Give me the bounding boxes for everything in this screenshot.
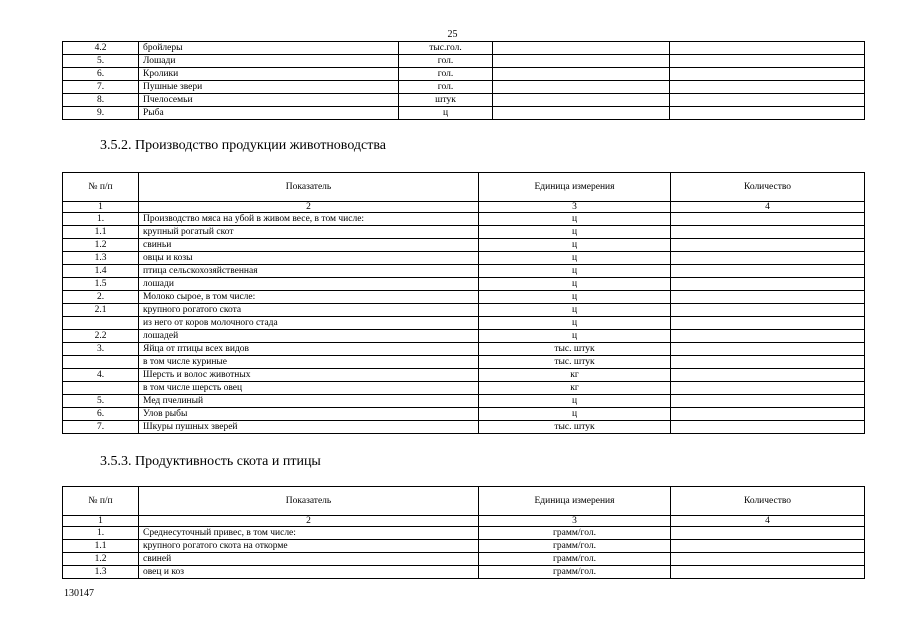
- row-number: 1.: [63, 213, 139, 226]
- row-indicator: Пчелосемьи: [139, 94, 399, 107]
- col-number-3: 3: [479, 516, 671, 527]
- row-number: 1.1: [63, 540, 139, 553]
- header-row: [63, 173, 865, 202]
- row-value-cell: [670, 94, 865, 107]
- row-indicator: Рыба: [139, 107, 399, 120]
- row-indicator: Яйца от птицы всех видов: [139, 343, 479, 356]
- row-number: 5.: [63, 55, 139, 68]
- row-number: [63, 382, 139, 395]
- row-value-cell: [670, 107, 865, 120]
- col-number-1: 1: [63, 516, 139, 527]
- row-number: 1.2: [63, 239, 139, 252]
- table-row: [63, 42, 865, 55]
- table-row: [63, 382, 865, 395]
- continuation-table-body: [63, 42, 865, 120]
- row-indicator: Улов рыбы: [139, 408, 479, 421]
- table-row: [63, 213, 865, 226]
- col-number-2: 2: [139, 202, 479, 213]
- row-unit: ц: [479, 291, 671, 304]
- livestock-production-body: [63, 213, 865, 434]
- row-quantity-cell: [671, 239, 865, 252]
- row-number: 1.3: [63, 566, 139, 579]
- row-quantity-cell: [671, 369, 865, 382]
- document-id: 130147: [64, 588, 94, 599]
- row-value-cell: [493, 107, 670, 120]
- row-value-cell: [493, 42, 670, 55]
- row-indicator: крупный рогатый скот: [139, 226, 479, 239]
- row-unit: ц: [479, 213, 671, 226]
- row-quantity-cell: [671, 330, 865, 343]
- page-number: 25: [447, 29, 458, 40]
- row-number: 2.1: [63, 304, 139, 317]
- row-quantity-cell: [671, 343, 865, 356]
- row-value-cell: [670, 68, 865, 81]
- table-row: [63, 540, 865, 553]
- table-row: [63, 68, 865, 81]
- row-quantity-cell: [671, 540, 865, 553]
- table-row: [63, 553, 865, 566]
- row-indicator: Кролики: [139, 68, 399, 81]
- row-unit: ц: [479, 408, 671, 421]
- row-number: [63, 356, 139, 369]
- table-row: [63, 421, 865, 434]
- row-quantity-cell: [671, 278, 865, 291]
- row-unit: грамм/гол.: [479, 527, 671, 540]
- row-indicator: Мед пчелиный: [139, 395, 479, 408]
- row-value-cell: [670, 55, 865, 68]
- row-number: 1.4: [63, 265, 139, 278]
- row-indicator: Среднесуточный привес, в том числе:: [139, 527, 479, 540]
- row-number: 2.: [63, 291, 139, 304]
- row-quantity-cell: [671, 213, 865, 226]
- row-indicator: Шерсть и волос животных: [139, 369, 479, 382]
- header-indicator: Показатель: [139, 173, 479, 202]
- livestock-productivity-table: [62, 486, 865, 579]
- table-row: [63, 265, 865, 278]
- header-quantity: Количество: [671, 173, 865, 202]
- row-quantity-cell: [671, 395, 865, 408]
- row-indicator: крупного рогатого скота: [139, 304, 479, 317]
- row-unit: тыс. штук: [479, 356, 671, 369]
- row-value-cell: [493, 81, 670, 94]
- row-unit: грамм/гол.: [479, 553, 671, 566]
- continuation-table: [62, 41, 865, 120]
- row-unit: кг: [479, 382, 671, 395]
- row-number: 1.2: [63, 553, 139, 566]
- row-quantity-cell: [671, 356, 865, 369]
- row-unit: тыс. штук: [479, 421, 671, 434]
- row-indicator: лошади: [139, 278, 479, 291]
- col-number-4: 4: [671, 202, 865, 213]
- row-quantity-cell: [671, 421, 865, 434]
- row-unit: ц: [479, 395, 671, 408]
- row-quantity-cell: [671, 265, 865, 278]
- table-row: [63, 239, 865, 252]
- col-number-1: 1: [63, 202, 139, 213]
- row-unit: гол.: [399, 55, 493, 68]
- row-unit: ц: [479, 252, 671, 265]
- table-row: [63, 94, 865, 107]
- row-quantity-cell: [671, 291, 865, 304]
- row-unit: кг: [479, 369, 671, 382]
- table-row: [63, 369, 865, 382]
- row-quantity-cell: [671, 252, 865, 265]
- table-row: [63, 408, 865, 421]
- row-unit: гол.: [399, 81, 493, 94]
- row-number: 9.: [63, 107, 139, 120]
- row-quantity-cell: [671, 553, 865, 566]
- row-unit: ц: [479, 317, 671, 330]
- section-title-353: 3.5.3. Продуктивность скота и птицы: [100, 454, 321, 469]
- row-indicator: овцы и козы: [139, 252, 479, 265]
- col-number-4: 4: [671, 516, 865, 527]
- row-value-cell: [493, 55, 670, 68]
- header-row: [63, 487, 865, 516]
- row-number: 2.2: [63, 330, 139, 343]
- header-unit: Единица измерения: [479, 487, 671, 516]
- table-row: [63, 252, 865, 265]
- row-value-cell: [493, 94, 670, 107]
- table-row: [63, 55, 865, 68]
- row-unit: ц: [399, 107, 493, 120]
- row-number: 8.: [63, 94, 139, 107]
- row-quantity-cell: [671, 226, 865, 239]
- row-unit: штук: [399, 94, 493, 107]
- column-number-row: [63, 516, 865, 527]
- row-indicator: в том числе куриные: [139, 356, 479, 369]
- row-number: [63, 317, 139, 330]
- row-number: 4.: [63, 369, 139, 382]
- row-indicator: лошадей: [139, 330, 479, 343]
- header-unit: Единица измерения: [479, 173, 671, 202]
- row-indicator: Шкуры пушных зверей: [139, 421, 479, 434]
- row-indicator: свиньи: [139, 239, 479, 252]
- row-indicator: Молоко сырое, в том числе:: [139, 291, 479, 304]
- row-number: 7.: [63, 421, 139, 434]
- row-quantity-cell: [671, 304, 865, 317]
- row-indicator: Лошади: [139, 55, 399, 68]
- row-number: 7.: [63, 81, 139, 94]
- row-quantity-cell: [671, 566, 865, 579]
- header-indicator: Показатель: [139, 487, 479, 516]
- table-row: [63, 107, 865, 120]
- table-row: [63, 81, 865, 94]
- row-number: 6.: [63, 68, 139, 81]
- row-quantity-cell: [671, 317, 865, 330]
- table-row: [63, 527, 865, 540]
- row-unit: гол.: [399, 68, 493, 81]
- table-row: [63, 395, 865, 408]
- header-number: № п/п: [63, 487, 139, 516]
- row-indicator: овец и коз: [139, 566, 479, 579]
- section-title-352: 3.5.2. Производство продукции животноводства: [100, 138, 387, 153]
- row-indicator: бройлеры: [139, 42, 399, 55]
- row-indicator: Пушные звери: [139, 81, 399, 94]
- table-row: [63, 304, 865, 317]
- row-indicator: Производство мяса на убой в живом весе, в том числе:: [139, 213, 479, 226]
- row-quantity-cell: [671, 527, 865, 540]
- row-unit: тыс. штук: [479, 343, 671, 356]
- column-number-row: [63, 202, 865, 213]
- table-row: [63, 566, 865, 579]
- table-row: [63, 330, 865, 343]
- livestock-production-table: [62, 172, 865, 434]
- row-number: 1.: [63, 527, 139, 540]
- row-indicator: из него от коров молочного стада: [139, 317, 479, 330]
- row-unit: ц: [479, 304, 671, 317]
- row-value-cell: [670, 81, 865, 94]
- row-number: 5.: [63, 395, 139, 408]
- table-row: [63, 343, 865, 356]
- row-number: 1.3: [63, 252, 139, 265]
- col-number-2: 2: [139, 516, 479, 527]
- row-unit: ц: [479, 239, 671, 252]
- row-number: 3.: [63, 343, 139, 356]
- livestock-productivity-body: [63, 527, 865, 579]
- row-unit: ц: [479, 278, 671, 291]
- row-indicator: птица сельскохозяйственная: [139, 265, 479, 278]
- row-value-cell: [670, 42, 865, 55]
- row-unit: ц: [479, 226, 671, 239]
- table-row: [63, 278, 865, 291]
- row-indicator: в том числе шерсть овец: [139, 382, 479, 395]
- row-quantity-cell: [671, 382, 865, 395]
- table-row: [63, 291, 865, 304]
- row-unit: ц: [479, 265, 671, 278]
- row-unit: тыс.гол.: [399, 42, 493, 55]
- row-unit: грамм/гол.: [479, 566, 671, 579]
- row-number: 6.: [63, 408, 139, 421]
- row-number: 1.1: [63, 226, 139, 239]
- header-quantity: Количество: [671, 487, 865, 516]
- row-quantity-cell: [671, 408, 865, 421]
- table-row: [63, 317, 865, 330]
- row-number: 4.2: [63, 42, 139, 55]
- row-value-cell: [493, 68, 670, 81]
- row-indicator: крупного рогатого скота на откорме: [139, 540, 479, 553]
- col-number-3: 3: [479, 202, 671, 213]
- row-unit: грамм/гол.: [479, 540, 671, 553]
- table-row: [63, 226, 865, 239]
- table-row: [63, 356, 865, 369]
- header-number: № п/п: [63, 173, 139, 202]
- row-number: 1.5: [63, 278, 139, 291]
- row-unit: ц: [479, 330, 671, 343]
- row-indicator: свиней: [139, 553, 479, 566]
